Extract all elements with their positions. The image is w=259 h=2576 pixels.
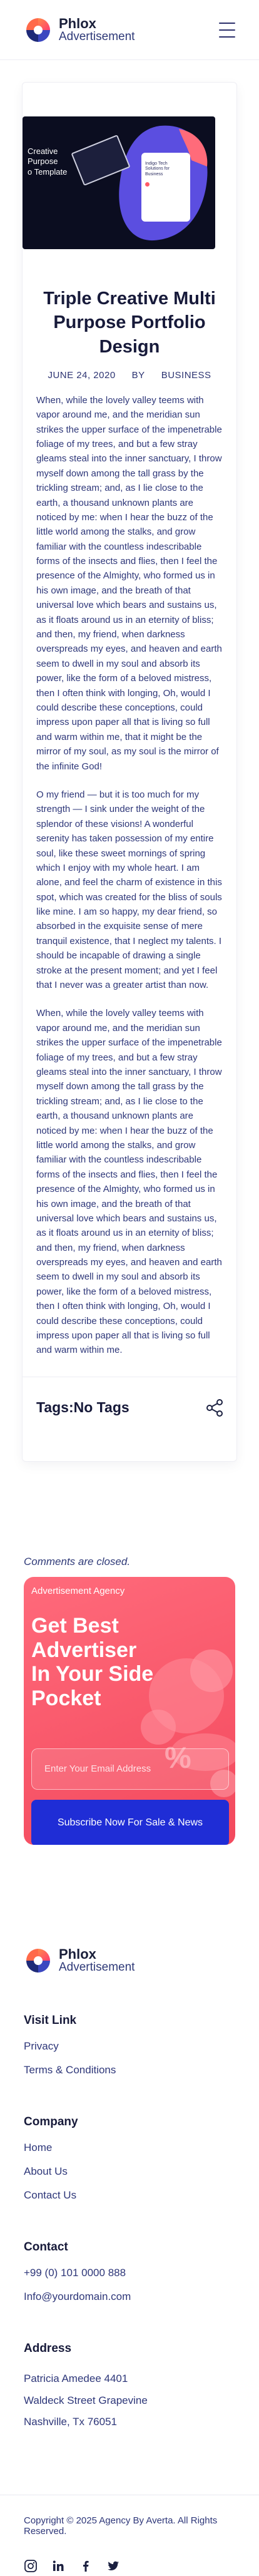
footer-link-privacy[interactable]: Privacy: [24, 2040, 59, 2052]
article-title: Triple Creative Multi Purpose Portfolio Design: [43, 289, 216, 357]
hero-dot-icon: [145, 182, 150, 187]
svg-text:%: %: [165, 1741, 191, 1775]
logo-tagline: Advertisement: [59, 29, 135, 43]
article-featured-image: [23, 116, 215, 249]
footer-contact: [24, 2240, 235, 2303]
tags-label: Tags:No Tags: [36, 1399, 130, 1416]
footer-email-link[interactable]: Info@yourdomain.com: [24, 2290, 131, 2302]
footer-company-links: [24, 2115, 235, 2202]
footer-section-title: Company: [24, 2115, 78, 2128]
linkedin-icon[interactable]: [51, 2559, 65, 2573]
article-tags-row: [23, 1377, 236, 1417]
article-paragraph: When, while the lovely valley teems with vapor around me, and the meridian sun strikes the upper surface of the impenetrable foliage of my trees, and but a few stray gleams steal into the inner sanctuary, I throw myself down among the tall grass by the trickling stream; and, as I lie close to the earth, a thousand unknown plants are noticed by me: when I hear the buzz of the little world among the stalks, and grow familiar with the countless indescribable forms of the insects and flies, then I feel the presence of the Almighty, who formed us in his own image, and the breath of that universal love which bears and sustains us, as it floats around us in an eternity of bliss; and then, my friend, when darkness overspreads my eyes, and heaven and earth seem to dwell in my soul and absorb its power, like the form of a beloved mistress, then I often think with longing, Oh, would I could describe these conceptions, could impress upon paper all that is living so full and warm within me, that it might be the mirror of my soul, as my soul is the mirror of the infinite God!: [36, 394, 222, 772]
site-header: [0, 0, 259, 60]
logo-icon: [24, 16, 53, 44]
footer-tagline: Advertisement: [59, 1960, 135, 1974]
article-meta: [23, 370, 236, 381]
twitter-icon[interactable]: [106, 2559, 120, 2573]
logo-brand: Phlox: [59, 15, 96, 31]
hero-phone-mockup: Indigo Tech Solutions for Business: [141, 153, 190, 222]
copyright-text: Copyright © 2025 Agency By Averta. All Rights Reserved.: [24, 2515, 218, 2537]
social-links: [24, 2559, 235, 2573]
article-date[interactable]: JUNE 24, 2020: [48, 369, 116, 381]
share-icon[interactable]: [205, 1398, 224, 1417]
article-paragraph: When, while the lovely valley teems with vapor around me, and the meridian sun strikes the upper surface of the impenetrable foliage of my trees, and but a few stray gleams steal into the inner sanctuary, I throw myself down among the tall grass by the trickling stream; and, as I lie close to the earth, a thousand unknown plants are noticed by me: when I hear the buzz of the little world among the stalks, and grow familiar with the countless indescribable forms of the insects and flies, then I feel the presence of the Almighty, who formed us in his own image, and the breath of that universal love which bears and sustains us, as it floats around us in an eternity of bliss; and then, my friend, when darkness overspreads my eyes, and heaven and earth seem to dwell in my soul and absorb its power, like the form of a beloved mistress, then I often think with longing, Oh, would I could describe these conceptions, could impress upon paper all that is living so full and warm within me.: [36, 1008, 222, 1356]
footer-section-title: Contact: [24, 2240, 68, 2254]
footer-visit-links: [24, 2014, 235, 2076]
site-logo[interactable]: [24, 16, 135, 44]
subscribe-agency-label: Advertisement Agency: [31, 1585, 125, 1596]
footer-section-title: Address: [24, 2341, 72, 2355]
footer-address: [24, 2342, 235, 2434]
subscribe-heading: Get Best Advertiser In Your Side Pocket: [31, 1613, 154, 1711]
facebook-icon[interactable]: [79, 2559, 93, 2573]
article-body: [23, 381, 236, 1358]
hero-headline: Creative Purpose o Template: [28, 146, 68, 177]
article-by: BY: [131, 369, 145, 381]
logo-icon: [24, 1946, 53, 1975]
footer-logo[interactable]: [24, 1946, 235, 1975]
hamburger-menu-icon[interactable]: [219, 23, 235, 38]
footer-address-line: Waldeck Street Grapevine: [24, 2394, 148, 2406]
site-footer: [0, 1946, 259, 2573]
footer-link-about[interactable]: About Us: [24, 2165, 68, 2177]
footer-link-contact[interactable]: Contact Us: [24, 2189, 77, 2201]
footer-address-line: Nashville, Tx 76051: [24, 2416, 117, 2428]
footer-brand: Phlox: [59, 1946, 96, 1962]
footer-link-home[interactable]: Home: [24, 2141, 53, 2153]
subscribe-button[interactable]: Subscribe Now For Sale & News: [31, 1800, 229, 1845]
article-card: [22, 82, 237, 1462]
article-category[interactable]: BUSINESS: [161, 369, 211, 381]
email-input[interactable]: [31, 1748, 229, 1790]
article-paragraph: O my friend — but it is too much for my strength — I sink under the weight of the splendor of these visions! A wonderful serenity has taken possession of my entire soul, like these sweet mornings of spring which I enjoy with my whole heart. I am alone, and feel the charm of existence in this spot, which was created for the bliss of souls like mine. I am so happy, my dear friend, so absorbed in the exquisite sense of mere tranquil existence, that I neglect my talents. I should be incapable of drawing a single stroke at the present moment; and yet I feel that I never was a greater artist than now.: [36, 789, 222, 991]
footer-section-title: Visit Link: [24, 2013, 77, 2027]
footer-link-terms[interactable]: Terms & Conditions: [24, 2063, 116, 2076]
comments-closed-note: Comments are closed.: [24, 1555, 131, 1568]
footer-address-line: Patricia Amedee 4401: [24, 2372, 128, 2384]
subscribe-panel: [24, 1577, 235, 1845]
footer-phone-link[interactable]: +99 (0) 101 0000 888: [24, 2266, 126, 2279]
instagram-icon[interactable]: [24, 2559, 38, 2573]
